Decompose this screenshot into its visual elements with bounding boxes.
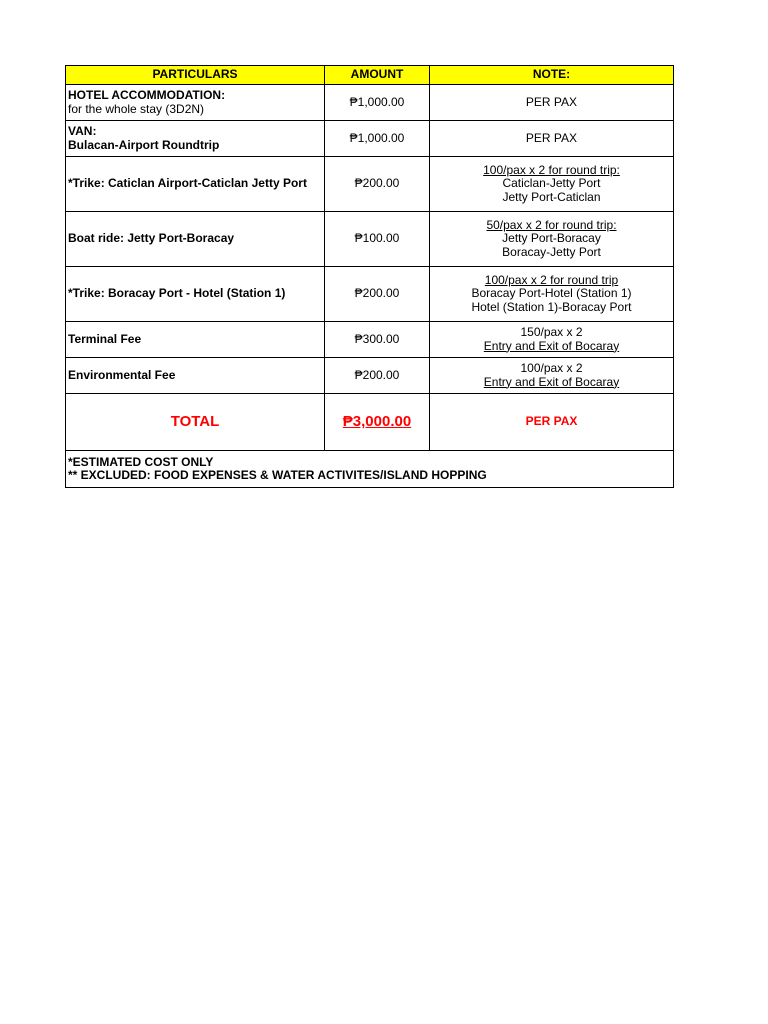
note-title: 100/pax x 2 for round trip: [484, 272, 619, 287]
row-note: [430, 322, 674, 358]
total-note: PER PAX: [430, 394, 674, 451]
note-line: Jetty Port-Caticlan: [502, 189, 601, 204]
row-particulars: [66, 157, 325, 212]
note-title: 50/pax x 2 for round trip:: [486, 217, 617, 232]
note-line: Boracay-Jetty Port: [502, 244, 601, 259]
row-note: [430, 85, 674, 121]
row-amount: ₱200.00: [325, 267, 430, 322]
table-row: [66, 212, 674, 267]
row-amount: ₱1,000.00: [325, 121, 430, 157]
row-note: [430, 212, 674, 267]
row-particulars: [66, 267, 325, 322]
note-title: PER PAX: [525, 94, 578, 109]
note-title: PER PAX: [525, 130, 578, 145]
row-particulars: [66, 85, 325, 121]
note-title: 150/pax x 2: [520, 325, 583, 339]
footer-notes: [66, 451, 674, 488]
row-amount: ₱1,000.00: [325, 85, 430, 121]
row-title: *Trike: Caticlan Airport-Caticlan Jetty Port: [68, 176, 307, 191]
row-note: [430, 157, 674, 212]
row-amount: ₱200.00: [325, 157, 430, 212]
row-subtitle: for the whole stay (3D2N): [68, 101, 205, 116]
table-row: [66, 157, 674, 212]
header-row: [66, 66, 674, 85]
row-title: HOTEL ACCOMMODATION:: [68, 88, 226, 102]
note-line: Entry and Exit of Bocaray: [483, 338, 620, 353]
note-line: Boracay Port-Hotel (Station 1): [471, 286, 632, 301]
footer-line: *ESTIMATED COST ONLY: [68, 454, 214, 469]
footer-line: ** EXCLUDED: FOOD EXPENSES & WATER ACTIVITES/ISLAND HOPPING: [68, 468, 487, 482]
table-row: [66, 322, 674, 358]
note-line: Caticlan-Jetty Port: [502, 176, 601, 191]
total-row: [66, 394, 674, 451]
row-title: *Trike: Boracay Port - Hotel (Station 1): [68, 286, 286, 301]
header-amount: AMOUNT: [325, 66, 430, 85]
row-particulars: [66, 358, 325, 394]
table-row: [66, 85, 674, 121]
row-title: VAN:: [68, 124, 97, 138]
note-line: Jetty Port-Boracay: [502, 231, 601, 246]
note-line: Hotel (Station 1)-Boracay Port: [471, 299, 632, 314]
row-amount: ₱300.00: [325, 322, 430, 358]
row-subtitle: Bulacan-Airport Roundtrip: [68, 137, 220, 152]
total-label: TOTAL: [66, 394, 325, 451]
row-note: [430, 358, 674, 394]
row-particulars: [66, 212, 325, 267]
row-title: Terminal Fee: [68, 331, 142, 346]
row-particulars: [66, 121, 325, 157]
header-particulars: PARTICULARS: [66, 66, 325, 85]
row-amount: ₱200.00: [325, 358, 430, 394]
table-row: [66, 121, 674, 157]
note-title: 100/pax x 2: [520, 361, 583, 375]
table-row: [66, 358, 674, 394]
footer-row: [66, 451, 674, 488]
row-note: [430, 267, 674, 322]
cost-table: [65, 65, 674, 488]
row-title: Boat ride: Jetty Port-Boracay: [68, 231, 235, 246]
note-line: Entry and Exit of Bocaray: [483, 374, 620, 389]
row-amount: ₱100.00: [325, 212, 430, 267]
note-title: 100/pax x 2 for round trip:: [483, 162, 620, 177]
header-note: NOTE:: [430, 66, 674, 85]
table-row: [66, 267, 674, 322]
total-amount: ₱3,000.00: [325, 394, 430, 451]
row-title: Environmental Fee: [68, 367, 176, 382]
row-note: [430, 121, 674, 157]
row-particulars: [66, 322, 325, 358]
